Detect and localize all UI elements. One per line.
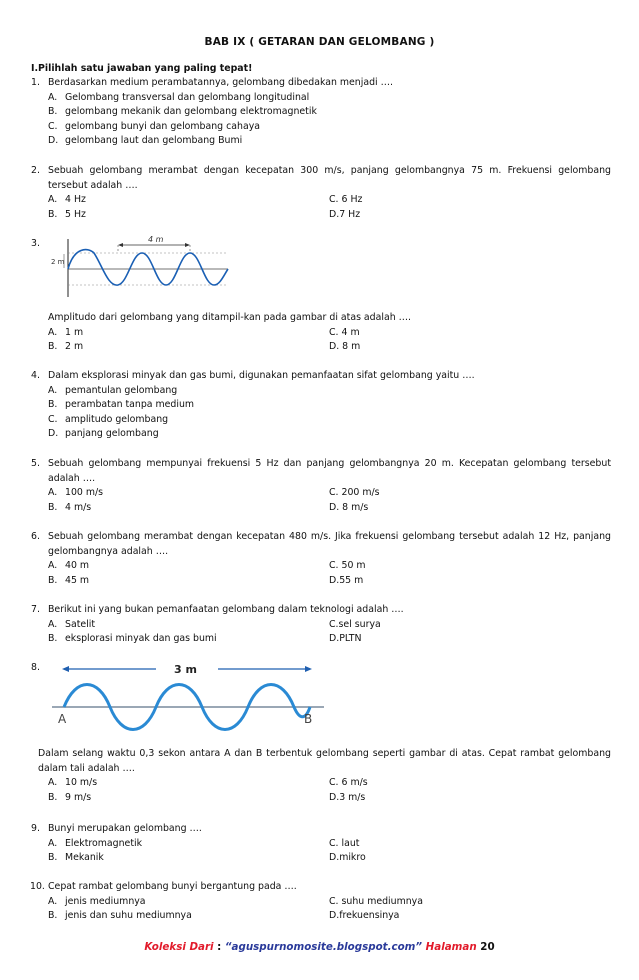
option-a: [48, 776, 97, 791]
option-b: [48, 501, 91, 516]
footer-page-number: 20: [480, 941, 495, 953]
option-letter: A.: [48, 326, 58, 338]
option-row-1: [48, 837, 611, 852]
wave-figure-q3: [48, 235, 233, 305]
question-number: 2.: [31, 165, 40, 176]
page-footer: [0, 940, 639, 955]
option-a: [48, 486, 103, 501]
option-letter: A.: [48, 895, 58, 907]
option-c: C. 6 m/s: [329, 777, 368, 789]
option-a: [48, 618, 95, 633]
option-letter: B.: [48, 574, 58, 586]
question-stem: Dalam selang waktu 0,3 sekon antara A dan B terbentuk gelombang seperti gambar di atas. Cepat rambat gelombang dalam tali adalah ….: [38, 748, 611, 774]
question-number: 3.: [31, 238, 40, 249]
option-d: D.3 m/s: [329, 791, 366, 803]
footer-site: “aguspurnomosite.blogspot.com”: [224, 941, 423, 953]
question-stem: Sebuah gelombang merambat dengan kecepatan 300 m/s, panjang gelombangnya 75 m. Frekuensi gelombang tersebut adalah ….: [48, 165, 611, 191]
option-text: 1 m: [65, 326, 84, 338]
option-letter: B.: [48, 852, 58, 864]
option-c: C. 200 m/s: [329, 487, 380, 499]
option-letter: B.: [48, 399, 58, 411]
option-b: [48, 791, 91, 806]
option-letter: A.: [48, 618, 58, 630]
option-text: jenis dan suhu mediumnya: [65, 910, 192, 922]
amplitude-label: 2 m: [51, 258, 65, 266]
question-2: [31, 164, 611, 222]
option-text: 9 m/s: [65, 791, 92, 803]
question-4: [31, 369, 611, 442]
question-5: [31, 457, 611, 515]
option-b: [48, 574, 89, 589]
option-text: panjang gelombang: [65, 428, 159, 440]
option-d: D.55 m: [329, 574, 364, 586]
question-7: [31, 603, 611, 647]
option-c: C. 50 m: [329, 560, 366, 572]
option-letter: C.: [48, 120, 58, 132]
option-row-2: [48, 632, 611, 647]
option-c: [48, 413, 611, 428]
option-a: [48, 837, 142, 852]
length-label: 3 m: [174, 663, 197, 676]
wave-curve: [68, 250, 228, 286]
option-letter: A.: [48, 487, 58, 499]
option-text: 10 m/s: [65, 777, 98, 789]
option-letter: A.: [48, 560, 58, 572]
option-letter: B.: [48, 910, 58, 922]
question-8: [31, 747, 611, 805]
option-letter: B.: [48, 791, 58, 803]
option-letter: B.: [48, 106, 58, 118]
question-3: [31, 311, 611, 355]
question-stem: Bunyi merupakan gelombang ….: [48, 823, 202, 834]
question-stem: Berikut ini yang bukan pemanfaatan gelombang dalam teknologi adalah ….: [48, 604, 404, 615]
option-d: D. 8 m/s: [329, 501, 369, 513]
option-letter: A.: [48, 194, 58, 206]
arrow-head-left: [62, 666, 69, 672]
option-a: [48, 895, 146, 910]
question-number: 4.: [31, 370, 40, 381]
option-c: C. 4 m: [329, 326, 360, 338]
option-letter: A.: [48, 837, 58, 849]
option-a: [48, 193, 86, 208]
instruction: I.Pilihlah satu jawaban yang paling tepat!: [31, 63, 253, 74]
option-c: C.sel surya: [329, 618, 381, 630]
option-letter: D.: [48, 135, 59, 147]
option-letter: B.: [48, 633, 58, 645]
option-b: [48, 851, 104, 866]
option-d: D.mikro: [329, 852, 366, 864]
option-text: gelombang laut dan gelombang Bumi: [65, 135, 243, 147]
option-text: 45 m: [65, 574, 90, 586]
question-number: 8.: [31, 662, 40, 673]
arrow-head-left: [118, 243, 123, 247]
option-row-1: [48, 193, 611, 208]
option-b: [48, 208, 86, 223]
option-row-2: [48, 851, 611, 866]
option-letter: D.: [48, 428, 59, 440]
option-d: [48, 134, 611, 149]
footer-colon: :: [217, 941, 222, 953]
option-text: perambatan tanpa medium: [65, 399, 195, 411]
question-1: [31, 76, 611, 149]
option-row-1: [48, 895, 611, 910]
option-row-2: [48, 208, 611, 223]
footer-prefix: Koleksi Dari: [144, 941, 214, 953]
option-a: [48, 384, 611, 399]
option-text: gelombang bunyi dan gelombang cahaya: [65, 120, 260, 132]
question-number: 7.: [31, 604, 40, 615]
option-letter: A.: [48, 91, 58, 103]
option-d: [48, 427, 611, 442]
option-text: 4 m/s: [65, 501, 92, 513]
option-row-1: [48, 486, 611, 501]
option-text: 5 Hz: [65, 208, 86, 220]
question-number: 5.: [31, 458, 40, 469]
option-letter: B.: [48, 501, 58, 513]
arrow-head-right: [305, 666, 312, 672]
option-a: [48, 91, 611, 106]
option-row-1: [48, 776, 611, 791]
option-text: Elektromagnetik: [65, 837, 143, 849]
option-letter: B.: [48, 341, 58, 353]
option-row-1: [48, 618, 611, 633]
wave-figure-q8: [48, 655, 328, 735]
option-letter: A.: [48, 777, 58, 789]
option-a: [48, 326, 83, 341]
option-text: gelombang mekanik dan gelombang elektromagnetik: [65, 106, 317, 118]
question-stem: Amplitudo dari gelombang yang ditampil-kan pada gambar di atas adalah ….: [48, 312, 411, 323]
point-a-label: A: [58, 712, 67, 726]
question-stem: Sebuah gelombang merambat dengan kecepatan 480 m/s. Jika frekuensi gelombang tersebut adalah 12 Hz, panjang gelombangnya adalah ….: [48, 531, 611, 557]
option-text: 40 m: [65, 560, 90, 572]
question-stem: Dalam eksplorasi minyak dan gas bumi, digunakan pemanfaatan sifat gelombang yaitu ….: [48, 370, 475, 381]
option-c: C. 6 Hz: [329, 194, 363, 206]
option-row-2: [48, 340, 611, 355]
question-number: 6.: [31, 531, 40, 542]
option-b: [48, 632, 217, 647]
option-row-2: [48, 791, 611, 806]
option-c: C. laut: [329, 837, 360, 849]
question-number: 10.: [30, 881, 45, 892]
option-row-2: [48, 501, 611, 516]
option-text: 4 Hz: [65, 194, 86, 206]
option-text: 2 m: [65, 341, 84, 353]
option-d: D.7 Hz: [329, 208, 361, 220]
question-stem: Berdasarkan medium perambatannya, gelombang dibedakan menjadi ….: [48, 77, 393, 88]
question-number: 9.: [31, 823, 40, 834]
option-d: D. 8 m: [329, 341, 361, 353]
option-b: [48, 909, 192, 924]
option-c: [48, 120, 611, 135]
question-stem: Cepat rambat gelombang bunyi bergantung pada ….: [48, 881, 297, 892]
option-a: [48, 559, 89, 574]
option-d: D.frekuensinya: [329, 910, 400, 922]
option-d: D.PLTN: [329, 633, 362, 645]
page-title: BAB IX ( GETARAN DAN GELOMBANG ): [204, 36, 435, 48]
point-b-label: B: [304, 712, 313, 726]
option-row-2: [48, 574, 611, 589]
option-text: Gelombang transversal dan gelombang longitudinal: [65, 91, 310, 103]
option-b: [48, 105, 611, 120]
wavelength-label: 4 m: [148, 235, 164, 244]
option-letter: A.: [48, 384, 58, 396]
question-9: [31, 822, 611, 866]
question-number: 1.: [31, 77, 40, 88]
option-text: eksplorasi minyak dan gas bumi: [65, 633, 217, 645]
option-letter: C.: [48, 413, 58, 425]
arrow-head-right: [185, 243, 190, 247]
option-text: pemantulan gelombang: [65, 384, 178, 396]
option-letter: B.: [48, 208, 58, 220]
option-text: 100 m/s: [65, 487, 104, 499]
option-c: C. suhu mediumnya: [329, 895, 423, 907]
option-text: amplitudo gelombang: [65, 413, 169, 425]
question-6: [31, 530, 611, 588]
option-b: [48, 398, 611, 413]
option-b: [48, 340, 83, 355]
question-stem: Sebuah gelombang mempunyai frekuensi 5 Hz dan panjang gelombangnya 20 m. Kecepatan gelombang tersebut adalah ….: [48, 458, 611, 484]
option-row-2: [48, 909, 611, 924]
question-10: [31, 880, 611, 924]
option-text: Mekanik: [65, 852, 104, 864]
option-text: jenis mediumnya: [65, 895, 146, 907]
footer-page-label: Halaman: [425, 941, 477, 953]
option-text: Satelit: [65, 618, 96, 630]
option-row-1: [48, 326, 611, 341]
option-row-1: [48, 559, 611, 574]
